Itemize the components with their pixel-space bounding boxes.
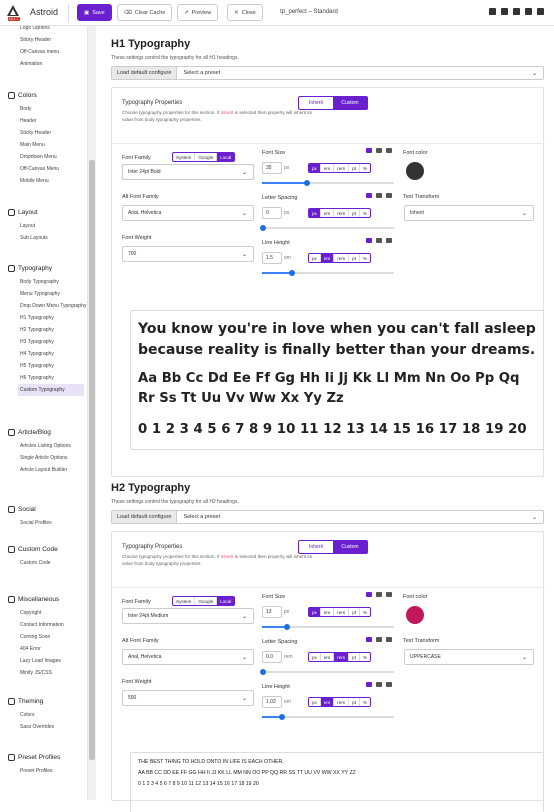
sidebar-item[interactable]: Menu Typography xyxy=(20,291,60,297)
section-icon xyxy=(8,429,15,436)
inherit-custom-toggle[interactable] xyxy=(298,96,368,110)
chevron-down-icon: ⌄ xyxy=(241,696,247,702)
sidebar-group-title xyxy=(8,506,52,513)
unit-percent[interactable]: % xyxy=(363,255,368,261)
source-system[interactable]: System xyxy=(173,597,195,605)
alt-font-family-label: Alt Font Family xyxy=(122,638,159,644)
font-size-slider[interactable] xyxy=(262,626,394,628)
font-family-value: Inter 24pt Bold xyxy=(128,169,161,175)
slider-knob[interactable] xyxy=(260,225,266,231)
sidebar xyxy=(0,26,88,800)
text-transform-label: Text Transform xyxy=(403,638,440,644)
tablet-icon[interactable] xyxy=(376,637,382,642)
sidebar-group-title xyxy=(8,429,88,436)
unit-toggle[interactable] xyxy=(308,163,371,173)
sidebar-item[interactable]: Off-Canvas menu xyxy=(20,49,60,55)
chevron-down-icon: ⌄ xyxy=(521,655,527,661)
unit-pt[interactable]: pt xyxy=(349,254,360,262)
font-size-input[interactable]: 13 xyxy=(262,606,282,618)
sidebar-group-label: Social xyxy=(18,506,36,513)
unit-em[interactable]: em xyxy=(321,209,334,217)
sidebar-item[interactable]: Drop Down Menu Typography xyxy=(20,303,87,309)
slider-knob[interactable] xyxy=(279,714,285,720)
preview-sentence: You know you're in love when you can't fall asleep because reality is finally better than your dreams. xyxy=(138,321,536,358)
sidebar-group-label: Article/Blog xyxy=(18,429,51,436)
unit-px[interactable]: px xyxy=(309,209,321,217)
preview-numbers: 0 1 2 3 4 5 6 7 8 9 10 11 12 13 14 15 16 17 18 19 20 xyxy=(138,422,527,437)
section-icon xyxy=(8,92,15,99)
unit-px[interactable]: px xyxy=(309,254,321,262)
source-google[interactable]: Google xyxy=(195,597,217,605)
unit-toggle[interactable] xyxy=(308,208,371,218)
sidebar-item[interactable]: Coming Soon xyxy=(20,634,51,640)
sidebar-group-title xyxy=(8,754,60,761)
sidebar-item[interactable]: Sticky Header xyxy=(20,130,52,136)
sidebar-group-label: Layout xyxy=(18,209,38,216)
desktop-icon[interactable] xyxy=(366,238,372,243)
brand-name: Astroid xyxy=(30,7,59,17)
unit-label: px xyxy=(284,210,290,216)
sidebar-item[interactable]: H3 Typography xyxy=(20,339,54,345)
chevron-down-icon: ⌄ xyxy=(241,211,247,217)
letter-spacing-slider[interactable] xyxy=(262,671,394,673)
unit-label: rem xyxy=(284,654,293,660)
text-transform-select[interactable] xyxy=(404,205,534,221)
sidebar-item[interactable]: Article Layout Builder xyxy=(20,467,68,473)
font-size-input[interactable]: 35 xyxy=(262,162,282,174)
font-source-toggle[interactable] xyxy=(172,596,235,606)
unit-pt[interactable]: pt xyxy=(349,653,360,661)
alt-font-family-value: Arial, Helvetica xyxy=(128,210,162,216)
unit-percent[interactable]: % xyxy=(363,654,368,660)
sidebar-item[interactable]: Custom Typography xyxy=(18,384,84,396)
sidebar-item[interactable]: Single Article Options xyxy=(20,455,68,461)
h2-section-description: These settings control the typography for all H2 headings. xyxy=(111,499,239,505)
close-button[interactable]: ✕ Close xyxy=(227,4,263,21)
typography-properties-label: Typography Properties xyxy=(122,100,183,106)
letter-spacing-label: Letter Spacing xyxy=(262,639,298,645)
clear-cache-button[interactable]: ⌫ Clear Cache xyxy=(117,4,172,21)
h2-typography-card xyxy=(111,531,544,801)
sidebar-group-label: Custom Code xyxy=(18,546,58,553)
sidebar-item[interactable]: Main Menu xyxy=(20,142,45,148)
unit-rem[interactable]: rem xyxy=(334,653,349,661)
source-google[interactable]: Google xyxy=(195,153,217,161)
preview-button[interactable]: ↗ Preview xyxy=(177,4,218,21)
font-weight-select[interactable] xyxy=(122,246,254,262)
sidebar-item[interactable]: Articles Listing Options xyxy=(20,443,71,449)
unit-em[interactable]: em xyxy=(321,698,334,706)
unit-pt[interactable]: pt xyxy=(349,608,360,616)
font-family-label: Font Family xyxy=(122,155,151,161)
source-system[interactable]: System xyxy=(173,153,195,161)
device-toggle[interactable] xyxy=(366,682,392,687)
sidebar-group-title xyxy=(8,698,54,705)
font-weight-label: Font Weight xyxy=(122,679,152,685)
sidebar-item[interactable]: Header xyxy=(20,118,37,124)
letter-spacing-input[interactable]: 0.0 xyxy=(262,651,282,663)
unit-rem[interactable]: rem xyxy=(334,608,349,616)
slider-fill xyxy=(262,182,307,184)
tablet-icon[interactable] xyxy=(376,592,382,597)
book-icon[interactable] xyxy=(501,8,508,15)
sidebar-group-label: Preset Profiles xyxy=(18,754,61,761)
divider xyxy=(112,587,545,588)
typography-properties-label: Typography Properties xyxy=(122,544,183,550)
preview-alphabet: AA BB CC DD EE FF GG HH II JJ KK LL MM NN OO PP QQ RR SS TT UU VV WW XX YY ZZ xyxy=(138,770,356,776)
sidebar-item[interactable]: 404 Error xyxy=(20,646,41,652)
unit-px[interactable]: px xyxy=(309,698,321,706)
sidebar-item[interactable]: Logo Options xyxy=(20,26,50,31)
section-icon xyxy=(8,698,15,705)
section-icon xyxy=(8,506,15,513)
inherit-option[interactable]: Inherit xyxy=(309,544,323,550)
sidebar-scrollbar-thumb[interactable] xyxy=(89,160,95,760)
h1-section-title: H1 Typography xyxy=(111,38,191,50)
sidebar-group xyxy=(8,506,52,529)
chevron-down-icon: ⌄ xyxy=(531,71,537,77)
sidebar-item[interactable]: Contact Information xyxy=(20,622,64,628)
sidebar-item[interactable]: Lazy Load Images xyxy=(20,658,61,664)
sidebar-item[interactable]: Preset Profiles xyxy=(20,768,53,774)
font-weight-label: Font Weight xyxy=(122,235,152,241)
help-text-a: Choose typography properties for this section. If xyxy=(122,110,221,115)
external-link-icon: ↗ xyxy=(184,9,189,16)
slider-knob[interactable] xyxy=(260,669,266,675)
typography-help-text xyxy=(122,554,312,567)
sidebar-group-label: Miscellaneous xyxy=(18,596,60,603)
text-transform-select[interactable] xyxy=(404,649,534,665)
divider xyxy=(112,143,545,144)
line-height-slider[interactable] xyxy=(262,716,394,718)
letter-spacing-input[interactable]: 0 xyxy=(262,207,282,219)
close-icon: ✕ xyxy=(234,9,239,16)
unit-rem[interactable]: rem xyxy=(334,254,349,262)
h1-typography-card xyxy=(111,87,544,477)
section-icon xyxy=(8,209,15,216)
theme-toggle-icon[interactable] xyxy=(489,8,496,15)
unit-px[interactable]: px xyxy=(309,164,321,172)
sidebar-item[interactable]: Copyright xyxy=(20,610,42,616)
sidebar-item[interactable]: H4 Typography xyxy=(20,351,54,357)
font-color-label: Font color xyxy=(403,594,428,600)
tablet-icon[interactable] xyxy=(376,193,382,198)
unit-label: em xyxy=(284,255,291,261)
sidebar-item[interactable]: Colors xyxy=(20,712,35,718)
font-weight-value: 500 xyxy=(128,695,137,701)
h1-preset-row xyxy=(111,66,544,80)
unit-pt[interactable]: pt xyxy=(349,209,360,217)
unit-percent[interactable]: % xyxy=(363,165,368,171)
sidebar-item[interactable]: Mobile Menu xyxy=(20,178,49,184)
inherit-option[interactable]: Inherit xyxy=(309,100,323,106)
mobile-icon[interactable] xyxy=(386,148,392,153)
font-color-swatch[interactable] xyxy=(406,606,424,624)
unit-pt[interactable]: pt xyxy=(349,164,360,172)
sidebar-item[interactable]: H6 Typography xyxy=(20,375,54,381)
line-height-label: Line Height xyxy=(262,684,290,690)
font-size-label: Font Size xyxy=(262,594,286,600)
sidebar-group-title xyxy=(8,209,48,216)
custom-option[interactable]: Custom xyxy=(333,541,367,553)
desktop-icon[interactable] xyxy=(366,193,372,198)
device-toggle[interactable] xyxy=(366,592,392,597)
help-text-b: is selected then property will inherit its value from body typography properties. xyxy=(122,110,312,122)
sidebar-item[interactable]: Body xyxy=(20,106,32,112)
letter-spacing-slider[interactable] xyxy=(262,227,394,229)
sidebar-item[interactable]: Sticky Header xyxy=(20,37,52,43)
source-local[interactable]: Local xyxy=(217,153,234,161)
h2-section-title: H2 Typography xyxy=(111,482,191,494)
top-bar xyxy=(0,0,554,26)
sidebar-group xyxy=(8,546,58,569)
font-family-select[interactable] xyxy=(122,608,254,624)
unit-toggle[interactable] xyxy=(308,253,371,263)
h2-preset-row xyxy=(111,510,544,524)
desktop-icon[interactable] xyxy=(366,637,372,642)
alt-font-family-label: Alt Font Family xyxy=(122,194,159,200)
font-color-swatch[interactable] xyxy=(406,162,424,180)
sidebar-item[interactable]: Layout xyxy=(20,223,36,229)
chevron-down-icon: ⌄ xyxy=(241,170,247,176)
sidebar-group-title xyxy=(8,596,64,603)
sidebar-item[interactable]: Dropdown Menu xyxy=(20,154,57,160)
line-height-slider[interactable] xyxy=(262,272,394,274)
sidebar-group xyxy=(8,698,54,733)
tablet-icon[interactable] xyxy=(376,682,382,687)
sidebar-group xyxy=(8,265,88,396)
sidebar-item[interactable]: Animation xyxy=(20,61,43,67)
sidebar-group-label: Theming xyxy=(18,698,44,705)
sidebar-group-title xyxy=(8,92,59,99)
load-default-button[interactable]: Load default configure xyxy=(112,511,177,523)
font-source-toggle[interactable] xyxy=(172,152,235,162)
slider-knob[interactable] xyxy=(284,624,290,630)
preset-select[interactable] xyxy=(177,67,543,79)
font-color-label: Font color xyxy=(403,150,428,156)
device-toggle[interactable] xyxy=(366,193,392,198)
save-button[interactable]: ▣ Save xyxy=(77,4,112,21)
alt-font-family-select[interactable] xyxy=(122,649,254,665)
device-toggle[interactable] xyxy=(366,148,392,153)
desktop-icon[interactable] xyxy=(366,592,372,597)
sidebar-group-title xyxy=(8,546,58,553)
main-content xyxy=(104,26,554,800)
custom-option[interactable]: Custom xyxy=(333,97,367,109)
unit-px[interactable]: px xyxy=(309,653,321,661)
font-size-slider[interactable] xyxy=(262,182,394,184)
line-height-label: Line Height xyxy=(262,240,290,246)
section-icon xyxy=(8,265,15,272)
sidebar-group-label: Typography xyxy=(18,265,52,272)
save-icon: ▣ xyxy=(84,9,90,16)
sidebar-group xyxy=(8,92,59,187)
help-text-b: is selected then property will inherit its value from body typography properties. xyxy=(122,554,312,566)
mobile-icon[interactable] xyxy=(386,637,392,642)
mobile-icon[interactable] xyxy=(386,238,392,243)
chevron-down-icon: ⌄ xyxy=(531,515,537,521)
sidebar-group xyxy=(8,429,88,476)
github-icon[interactable] xyxy=(525,8,532,15)
chevron-down-icon: ⌄ xyxy=(521,211,527,217)
typography-help-text xyxy=(122,110,312,123)
section-icon xyxy=(8,546,15,553)
slider-knob[interactable] xyxy=(304,180,310,186)
sidebar-item[interactable]: H5 Typography xyxy=(20,363,54,369)
sidebar-group xyxy=(8,209,48,244)
h1-section-description: These settings control the typography for all H1 headings. xyxy=(111,55,239,61)
device-toggle[interactable] xyxy=(366,637,392,642)
version-badge: v3.1.7 xyxy=(9,17,19,21)
font-size-label: Font Size xyxy=(262,150,286,156)
help-text-inherit: inherit xyxy=(220,110,234,115)
h2-preview xyxy=(130,752,544,812)
inherit-custom-toggle[interactable] xyxy=(298,540,368,554)
unit-toggle[interactable] xyxy=(308,652,371,662)
tablet-icon[interactable] xyxy=(376,148,382,153)
sidebar-item[interactable]: Social Profiles xyxy=(20,520,52,526)
slider-knob[interactable] xyxy=(289,270,295,276)
sidebar-group-label: Colors xyxy=(18,92,37,99)
unit-percent[interactable]: % xyxy=(363,210,368,216)
source-local[interactable]: Local xyxy=(217,597,234,605)
sidebar-item[interactable]: Sass Overrides xyxy=(20,724,55,730)
unit-rem[interactable]: rem xyxy=(334,209,349,217)
text-transform-value: Inherit xyxy=(410,210,424,216)
preview-alphabet: Aa Bb Cc Dd Ee Ff Gg Hh Ii Jj Kk Ll Mm Nn Oo Pp Qq Rr Ss Tt Uu Vv Ww Xx Yy Zz xyxy=(138,371,520,406)
section-icon xyxy=(8,596,15,603)
sidebar-group xyxy=(8,26,59,70)
unit-em[interactable]: em xyxy=(321,653,334,661)
unit-pt[interactable]: pt xyxy=(349,698,360,706)
unit-rem[interactable]: rem xyxy=(334,698,349,706)
h1-preview xyxy=(130,310,544,450)
tablet-icon[interactable] xyxy=(376,238,382,243)
sidebar-item[interactable]: Off-Canvas Menu xyxy=(20,166,60,172)
preview-sentence: THE BEST THING TO HOLD ONTO IN LIFE IS EACH OTHER. xyxy=(138,759,284,765)
alt-font-family-select[interactable] xyxy=(122,205,254,221)
sidebar-item[interactable]: Minify JS/CSS xyxy=(20,670,52,676)
sidebar-item[interactable]: H1 Typography xyxy=(20,315,54,321)
preset-select-value: Select a preset xyxy=(183,514,221,520)
help-text-inherit: inherit xyxy=(220,554,234,559)
sidebar-group xyxy=(8,596,64,679)
font-family-label: Font Family xyxy=(122,599,151,605)
unit-label: px xyxy=(284,165,290,171)
mobile-icon[interactable] xyxy=(386,193,392,198)
unit-px[interactable]: px xyxy=(309,608,321,616)
section-icon xyxy=(8,754,15,761)
device-toggle[interactable] xyxy=(366,238,392,243)
preset-select-value: Select a preset xyxy=(183,70,221,76)
page-title: tp_perfect – Standard xyxy=(280,9,338,15)
chevron-down-icon: ⌄ xyxy=(241,614,247,620)
alt-font-family-value: Arial, Helvetica xyxy=(128,654,162,660)
chevron-down-icon: ⌄ xyxy=(241,655,247,661)
sidebar-item[interactable]: Sub Layouts xyxy=(20,235,48,241)
mobile-icon[interactable] xyxy=(386,592,392,597)
sidebar-group xyxy=(8,754,60,777)
line-height-input[interactable]: 1.5 xyxy=(262,252,282,264)
font-family-value: Inter 24pt Medium xyxy=(128,613,169,619)
text-transform-label: Text Transform xyxy=(403,194,440,200)
unit-rem[interactable]: rem xyxy=(334,164,349,172)
sidebar-item[interactable]: H2 Typography xyxy=(20,327,54,333)
preview-numbers: 0 1 2 3 4 5 6 7 8 9 10 11 12 13 14 15 16 17 18 19 20 xyxy=(138,781,259,787)
broom-icon: ⌫ xyxy=(124,9,132,16)
sidebar-item[interactable]: Body Typography xyxy=(20,279,59,285)
database-icon[interactable] xyxy=(513,8,520,15)
unit-percent[interactable]: % xyxy=(363,609,368,615)
help-text-a: Choose typography properties for this section. If xyxy=(122,554,221,559)
line-height-input[interactable]: 1.02 xyxy=(262,696,282,708)
chevron-down-icon: ⌄ xyxy=(241,252,247,258)
desktop-icon[interactable] xyxy=(366,148,372,153)
font-weight-select[interactable] xyxy=(122,690,254,706)
preset-select[interactable] xyxy=(177,511,543,523)
unit-em[interactable]: em xyxy=(321,254,334,262)
letter-spacing-label: Letter Spacing xyxy=(262,195,298,201)
sidebar-item[interactable]: Custom Code xyxy=(20,560,51,566)
unit-toggle[interactable] xyxy=(308,697,371,707)
text-transform-value: UPPERCASE xyxy=(410,654,441,660)
tv-icon[interactable] xyxy=(537,8,544,15)
unit-percent[interactable]: % xyxy=(363,699,368,705)
unit-label: px xyxy=(284,609,290,615)
mobile-icon[interactable] xyxy=(386,682,392,687)
load-default-button[interactable]: Load default configure xyxy=(112,67,177,79)
sidebar-group-title xyxy=(8,265,88,272)
unit-em[interactable]: em xyxy=(321,608,334,616)
slider-fill xyxy=(262,272,292,274)
font-family-select[interactable] xyxy=(122,164,254,180)
unit-label: em xyxy=(284,699,291,705)
desktop-icon[interactable] xyxy=(366,682,372,687)
unit-em[interactable]: em xyxy=(321,164,334,172)
unit-toggle[interactable] xyxy=(308,607,371,617)
font-weight-value: 700 xyxy=(128,251,137,257)
